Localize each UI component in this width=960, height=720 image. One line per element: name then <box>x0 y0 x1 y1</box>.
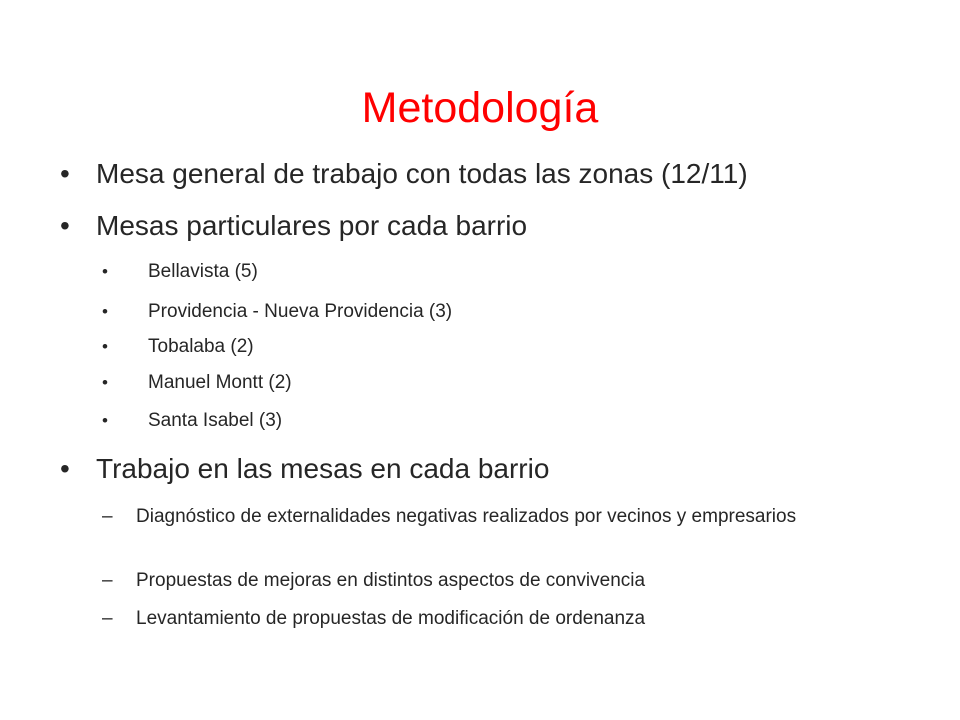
sub-bullet-item <box>102 334 254 360</box>
bullet-icon: • <box>102 373 108 392</box>
dash-icon: – <box>102 608 113 629</box>
sub-bullet-item <box>102 299 453 325</box>
dash-icon: – <box>102 506 113 527</box>
bullet-icon: • <box>102 302 108 321</box>
sub-bullet-item <box>102 408 283 434</box>
sub-bullet-text: Manuel Montt (2) <box>148 372 292 393</box>
dash-item <box>102 568 856 594</box>
sub-bullet-text: Tobalaba (2) <box>148 336 254 357</box>
bullet-item <box>60 156 748 192</box>
bullet-icon: • <box>60 210 70 241</box>
bullet-text: Mesa general de trabajo con todas las zonas (12/11) <box>96 158 748 189</box>
sub-bullet-item <box>102 259 258 285</box>
bullet-item <box>60 208 528 244</box>
bullet-icon: • <box>60 158 70 189</box>
dash-item <box>102 606 856 632</box>
sub-bullet-text: Santa Isabel (3) <box>148 410 283 431</box>
slide-title: Metodología <box>361 84 599 132</box>
dash-icon: – <box>102 570 113 591</box>
dash-text: Propuestas de mejoras en distintos aspectos de convivencia <box>136 570 646 591</box>
dash-item <box>102 504 856 530</box>
bullet-icon: • <box>60 453 70 484</box>
bullet-text: Trabajo en las mesas en cada barrio <box>96 453 550 484</box>
sub-bullet-item <box>102 370 292 396</box>
bullet-icon: • <box>102 337 108 356</box>
bullet-text: Mesas particulares por cada barrio <box>96 210 528 241</box>
sub-bullet-text: Bellavista (5) <box>148 261 258 282</box>
bullet-item <box>60 451 550 487</box>
dash-text: Levantamiento de propuestas de modificación de ordenanza <box>136 608 646 629</box>
bullet-icon: • <box>102 262 108 281</box>
sub-bullet-text: Providencia - Nueva Providencia (3) <box>148 301 453 322</box>
bullet-icon: • <box>102 411 108 430</box>
dash-text: Diagnóstico de externalidades negativas realizados por vecinos y empresarios <box>136 506 797 527</box>
